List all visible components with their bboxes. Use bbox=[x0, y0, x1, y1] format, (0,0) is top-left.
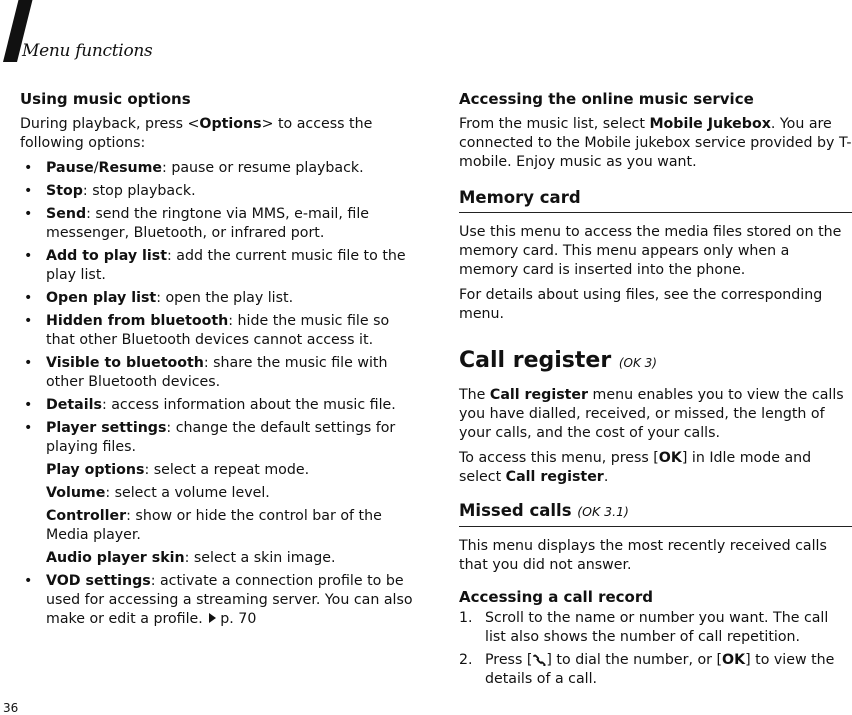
online-paragraph: From the music list, select Mobile Jukebox. You are connected to the Mobile jukebox service provided by T-mobile. Enjoy music as you want. bbox=[459, 116, 852, 170]
options-list bbox=[20, 159, 416, 629]
memory-paragraph-2: For details about using files, see the corresponding menu. bbox=[459, 287, 823, 322]
left-column bbox=[20, 89, 416, 633]
arrow-right-icon bbox=[209, 613, 216, 623]
intro-paragraph: During playback, press <Options> to access the following options: bbox=[20, 116, 373, 151]
dial-key-icon bbox=[532, 654, 546, 666]
steps-list bbox=[459, 609, 852, 689]
list-item: • Hidden from bluetooth: hide the music file so that other Bluetooth devices cannot access it. bbox=[24, 313, 390, 348]
chapter-heading-call-register: Call register (OK 3) bbox=[459, 348, 657, 373]
list-item: 1. Scroll to the name or number you want. The call list also shows the number of call repetition. bbox=[459, 610, 829, 645]
bullet-icon: • bbox=[24, 248, 33, 264]
section-heading-missed-calls: Missed calls (OK 3.1) bbox=[459, 501, 852, 527]
menu-code: (OK 3.1) bbox=[577, 504, 629, 519]
list-item: 2. Press [ ] to dial the number, or [OK] to view the details of a call. bbox=[459, 652, 835, 687]
section-heading-online-music: Accessing the online music service bbox=[459, 90, 754, 108]
list-item: • Pause/Resume: pause or resume playback. bbox=[24, 160, 364, 176]
subheading-call-record: Accessing a call record bbox=[459, 588, 653, 606]
sub-list-item: Play options: select a repeat mode. bbox=[46, 462, 310, 478]
missed-paragraph: This menu displays the most recently received calls that you did not answer. bbox=[459, 538, 827, 573]
page-number: 36 bbox=[3, 701, 19, 715]
callreg-paragraph-2: To access this menu, press [OK] in Idle mode and select Call register. bbox=[459, 450, 812, 485]
list-item: • Open play list: open the play list. bbox=[24, 290, 294, 306]
list-item: • Details: access information about the music file. bbox=[24, 397, 396, 413]
section-heading-memory-card: Memory card bbox=[459, 188, 852, 213]
list-item: • Add to play list: add the current music file to the play list. bbox=[24, 248, 406, 283]
bullet-icon: • bbox=[24, 355, 33, 371]
bullet-icon: • bbox=[24, 183, 33, 199]
list-item: • Player settings: change the default settings for playing files. bbox=[24, 420, 396, 455]
bullet-icon: • bbox=[24, 160, 33, 176]
list-item: • VOD settings: activate a connection profile to be used for accessing a streaming server. You can also make or edit a profile. p. 70 bbox=[24, 573, 413, 627]
bullet-icon: • bbox=[24, 397, 33, 413]
header-title: Menu functions bbox=[22, 41, 153, 61]
bullet-icon: • bbox=[24, 206, 33, 222]
menu-code: (OK 3) bbox=[618, 356, 657, 370]
bullet-icon: • bbox=[24, 420, 33, 436]
memory-paragraph-1: Use this menu to access the media files stored on the memory card. This menu appears only when a memory card is inserted into the phone. bbox=[459, 224, 842, 278]
list-item: • Visible to bluetooth: share the music file with other Bluetooth devices. bbox=[24, 355, 388, 390]
sub-list-item: Volume: select a volume level. bbox=[46, 485, 270, 501]
callreg-paragraph-1: The Call register menu enables you to view the calls you have dialled, received, or missed, the length of your calls, and the cost of your calls. bbox=[459, 387, 844, 441]
right-column bbox=[459, 89, 852, 693]
sub-list-item: Audio player skin: select a skin image. bbox=[46, 550, 336, 566]
bullet-icon: • bbox=[24, 290, 33, 306]
bullet-icon: • bbox=[24, 573, 33, 589]
section-heading-music-options: Using music options bbox=[20, 90, 191, 108]
bullet-icon: • bbox=[24, 313, 33, 329]
list-item: • Send: send the ringtone via MMS, e-mail, file messenger, Bluetooth, or infrared port. bbox=[24, 206, 369, 241]
list-item: • Stop: stop playback. bbox=[24, 183, 196, 199]
sub-list-item: Controller: show or hide the control bar of the Media player. bbox=[46, 508, 382, 543]
